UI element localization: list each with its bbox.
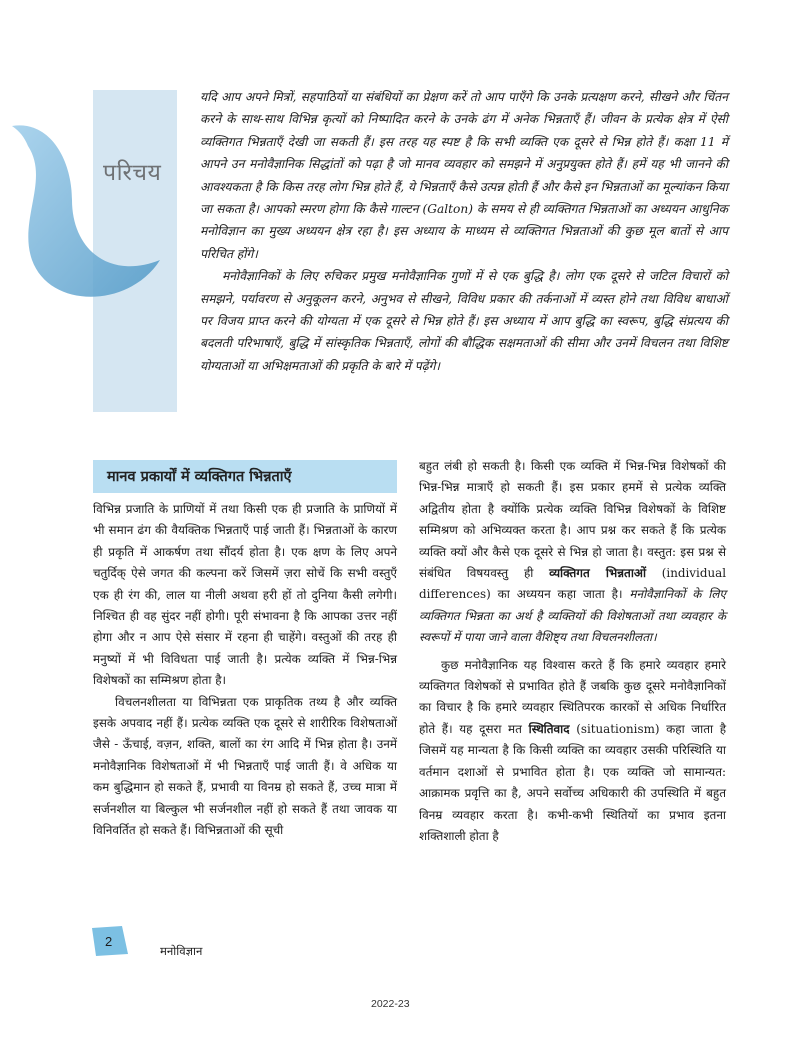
body-paragraph [419, 655, 726, 848]
definition-text: मनोवैज्ञानिकों के लिए व्यक्तिगत भिन्नता का अर्थ है व्यक्तियों की विशेषताओं तथा व्यवहार के स्वरूपों में पाया जाने वाला वैशिष्ट्य तथा विचलनशीलता। [419, 587, 727, 645]
text-run: कुछ मनोवैज्ञानिक यह विश्वास करते हैं कि हमारे व्यवहार हमारे व्यक्तिगत विशेषकों से प्रभावित होते हैं जबकि कुछ दूसरे मनोवैज्ञानिकों का विचार है कि हमारे व्यवहार स्थितिपरक कारकों से अधिक निर्धारित होते हैं। यह दूसरा मत [419, 657, 726, 736]
swirl-decoration [10, 120, 180, 310]
key-term-individual-differences: व्यक्तिगत भिन्नताओं [549, 566, 647, 581]
intro-paragraph: यदि आप अपने मित्रों, सहपाठियों या संबंधियों का प्रेक्षण करें तो आप पाएँगे कि उनके प्रत्यक्षण करने, सीखने और चिंतन करने के साथ-साथ विभिन्न कृत्यों को निष्पादित करने के उनके ढंग में अनेक भिन्नताएँ हैं। जीवन के प्रत्येक क्षेत्र में ऐसी व्यक्तिगत भिन्नताएँ देखी जा सकती हैं। इस तरह यह स्पष्ट है कि सभी व्यक्ति एक दूसरे से भिन्न होते हैं। कक्षा 11 में आपने उन मनोवैज्ञानिक सिद्धांतों को पढ़ा है जो मानव व्यवहार को समझने में अनुप्रयुक्त होते हैं। हमें यह भी जानने की आवश्यकता है कि किस तरह लोग भिन्न होते हैं, ये भिन्नताएँ कैसे उत्पन्न होती हैं और कैसे इन भिन्नताओं का मूल्यांकन किया जा सकता है। आपको स्मरण होगा कि कैसे गाल्टन (Galton) के समय से ही व्यक्तिगत भिन्नताओं का अध्ययन आधुनिक मनोविज्ञान का मुख्य अध्ययन क्षेत्र रहा है। इस अध्याय के माध्यम से व्यक्तिगत भिन्नताओं की कुछ मूल बातों से आप परिचित होंगे। [200, 90, 728, 261]
section-heading: मानव प्रकार्यों में व्यक्तिगत भिन्नताएँ [93, 460, 397, 493]
text-run: (individual differences) का अध्ययन कहा जाता है। [419, 566, 726, 602]
right-column [419, 456, 726, 847]
body-paragraph: विचलनशीलता या विभिन्नता एक प्राकृतिक तथ्य है और व्यक्ति इसके अपवाद नहीं हैं। प्रत्येक व्यक्ति एक दूसरे से शारीरिक विशेषताओं जैसे - ऊँचाई, वज़न, शक्ति, बालों का रंग आदि में भिन्न होता है। उनमें मनोवैज्ञानिक विशेषताओं में भी भिन्नताएँ पाई जाती हैं। वे अधिक या कम बुद्धिमान हो सकते हैं, प्रभावी या विनम्र हो सकते हैं, उच्च मात्रा में सर्जनशील या बिल्कुल भी सर्जनशील नहीं हो सकते हैं तथा जावक या विनिवर्तित हो सकते हैं। विभिन्नताओं की सूची [93, 694, 397, 838]
intro-label: परिचय [103, 160, 162, 186]
intro-paragraph: मनोवैज्ञानिकों के लिए रुचिकर प्रमुख मनोवैज्ञानिक गुणों में से एक बुद्धि है। लोग एक दूसरे से जटिल विचारों को समझने, पर्यावरण से अनुकूलन करने, अनुभव से सीखने, विविध प्रकार की तर्कनाओं में व्यस्त होने तथा विविध बाधाओं पर विजय प्राप्त करने की योग्यता में एक दूसरे से भिन्न होते हैं। इस अध्याय में आप बुद्धि का स्वरूप, बुद्धि संप्रत्यय की बदलती परिभाषाएँ, बुद्धि में सांस्कृतिक भिन्नताएँ, लोगों की बौद्धिक सक्षमताओं की सीमा और उनमें विचलन तथा विशिष्ट योग्यताओं या अभिक्षमताओं की प्रकृति के बारे में पढ़ेंगे। [200, 269, 728, 373]
key-term-situationism: स्थितिवाद [528, 721, 570, 736]
book-title: मनोविज्ञान [160, 944, 203, 958]
text-run: (situationism) कहा जाता है जिसमें यह मान्यता है कि किसी व्यक्ति का व्यवहार उसकी परिस्थिति या वर्तमान दशाओं से प्रभावित होता है। एक व्यक्ति जो सामान्यत: आक्रामक प्रवृत्ति का है, अपने सर्वोच्च अधिकारी की उपस्थिति में बहुत विनम्र व्यवहार करता है। कभी-कभी स्थितियों का प्रभाव इतना शक्तिशाली होता है [419, 721, 727, 843]
intro-text [200, 86, 728, 377]
page-number: 2 [105, 934, 113, 949]
edition-year: 2022-23 [371, 998, 410, 1010]
text-run: बहुत लंबी हो सकती है। किसी एक व्यक्ति में भिन्न-भिन्न विशेषकों की भिन्न-भिन्न मात्राएँ हो सकती हैं। इस प्रकार हममें से प्रत्येक व्यक्ति अद्वितीय होता है क्योंकि प्रत्येक व्यक्ति विभिन्न विशेषकों के विशिष्ट सम्मिश्रण को अभिव्यक्त करता है। आप प्रश्न कर सकते हैं कि प्रत्येक व्यक्ति क्यों और कैसे एक दूसरे से भिन्न हो जाता है। वस्तुत: इस प्रश्न से संबंधित विषयवस्तु ही [419, 459, 726, 581]
left-column [93, 499, 397, 842]
body-paragraph [419, 456, 726, 649]
body-paragraph: विभिन्न प्रजाति के प्राणियों में तथा किसी एक ही प्रजाति के प्राणियों में भी समान ढंग की वैयक्तिक भिन्नताएँ पाई जाती हैं। भिन्नताओं के कारण ही प्रकृति में आकर्षण तथा सौंदर्य होता है। एक क्षण के लिए अपने चतुर्दिक् ऐसे जगत की कल्पना करें जिसमें ज़रा सोचें कि सभी वस्तुएँ एक ही रंग की, लाल या नीली अथवा हरी हों तो दुनिया कैसी लगेगी। निश्चित ही वह सुंदर नहीं होगी। पूरी संभावना है कि आपका उत्तर नहीं होगा और न आप ऐसे संसार में रहना ही चाहेंगे। वस्तुओं की तरह ही मनुष्यों में भी विविधता पाई जाती है। प्रत्येक व्यक्ति में भिन्न-भिन्न विशेषकों का सम्मिश्रण होता है। [93, 502, 397, 688]
